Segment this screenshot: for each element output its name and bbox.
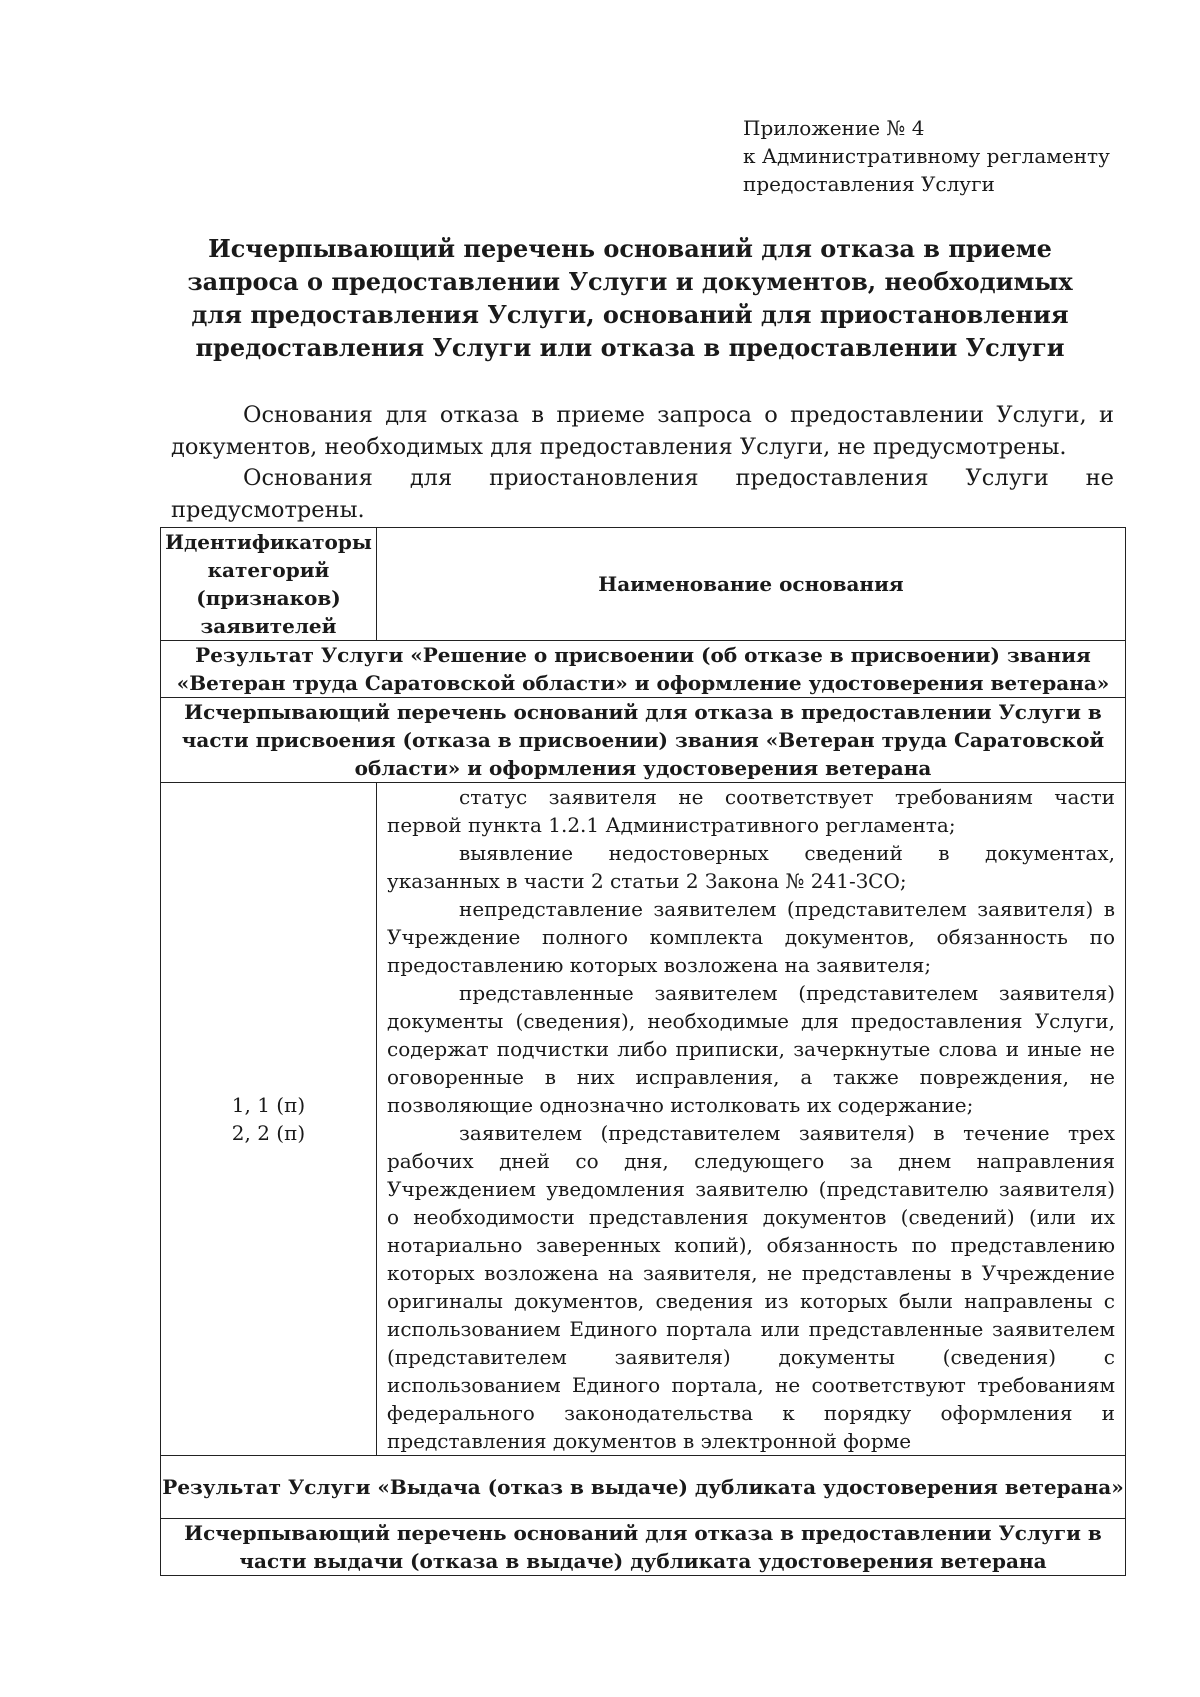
applicant-category-ids xyxy=(161,783,377,1456)
table-row xyxy=(161,698,1126,783)
grounds-table xyxy=(160,527,1126,1576)
table-row xyxy=(161,1456,1126,1519)
category-ids-line-2: 2, 2 (п) xyxy=(231,1121,306,1145)
table-row xyxy=(161,783,1126,1456)
document-title: Исчерпывающий перечень оснований для отказа в приеме запроса о предоставлении Услуги и документов, необходимых для предоставления Услуги, оснований для приостановления предоставления Услуги или отказа в предоставлении Услуги xyxy=(187,234,1073,362)
table-row xyxy=(161,641,1126,698)
paragraph-refusal-grounds-text: Основания для отказа в приеме запроса о предоставлении Услуги, и документов, необходимых для предоставления Услуги, не предусмотрены. xyxy=(171,402,1114,460)
category-ids-line-1: 1, 1 (п) xyxy=(231,1093,306,1117)
list-title-duplicate-refusal: Исчерпывающий перечень оснований для отказа в предоставлении Услуги в части выдачи (отказа в выдаче) дубликата удостоверения ветерана xyxy=(161,1519,1126,1576)
list-title-veteran-status-refusal: Исчерпывающий перечень оснований для отказа в предоставлении Услуги в части присвоения (отказа в присвоении) звания «Ветеран труда Саратовской области» и оформления удостоверения ветерана xyxy=(161,698,1126,783)
paragraph-refusal-grounds xyxy=(171,399,1114,463)
table-row xyxy=(161,1519,1126,1576)
header-applicant-categories: Идентификаторы категорий (признаков) заявителей xyxy=(161,528,377,641)
refusal-grounds-cell xyxy=(377,783,1126,1456)
ground-item: статус заявителя не соответствует требованиям части первой пункта 1.2.1 Административного регламента; xyxy=(387,785,1115,837)
paragraph-suspension-grounds-text: Основания для приостановления предоставления Услуги не предусмотрены. xyxy=(171,465,1114,523)
appendix-line-1: Приложение № 4 xyxy=(743,116,925,140)
appendix-line-2: к Административному регламенту xyxy=(743,144,1110,168)
appendix-note xyxy=(743,114,1163,198)
ground-item: непредставление заявителем (представителем заявителя) в Учреждение полного комплекта документов, обязанность по предоставлению которых возложена на заявителя; xyxy=(387,897,1115,977)
ground-item: заявителем (представителем заявителя) в течение трех рабочих дней со дня, следующего за днем направления Учреждением уведомления заявителю (представителю заявителя) о необходимости представления документов (сведений) (или их нотариально заверенных копий), обязанность по представлению которых возложена на заявителя, не представлены в Учреждение оригиналы документов, сведения из которых были направлены с использованием Единого портала или представленные заявителем (представителем заявителя) документы (сведения) с использованием Единого портала, не соответствуют требованиям федерального законодательства к порядку оформления и представления документов в электронной форме xyxy=(387,1121,1115,1453)
paragraph-suspension-grounds xyxy=(171,462,1114,526)
ground-item: представленные заявителем (представителем заявителя) документы (сведения), необходимые для предоставления Услуги, содержат подчистки либо приписки, зачеркнутые слова и иные не оговоренные в них исправления, а также повреждения, не позволяющие однозначно истолковать их содержание; xyxy=(387,981,1115,1117)
table-header-row xyxy=(161,528,1126,641)
result-title-duplicate: Результат Услуги «Выдача (отказ в выдаче) дубликата удостоверения ветерана» xyxy=(161,1456,1126,1519)
header-ground-name: Наименование основания xyxy=(377,528,1126,641)
ground-item: выявление недостоверных сведений в документах, указанных в части 2 статьи 2 Закона № 241-ЗСО; xyxy=(387,841,1115,893)
result-title-veteran-status: Результат Услуги «Решение о присвоении (об отказе в присвоении) звания «Ветеран труда Саратовской области» и оформление удостоверения ветерана» xyxy=(161,641,1126,698)
appendix-line-3: предоставления Услуги xyxy=(743,172,995,196)
